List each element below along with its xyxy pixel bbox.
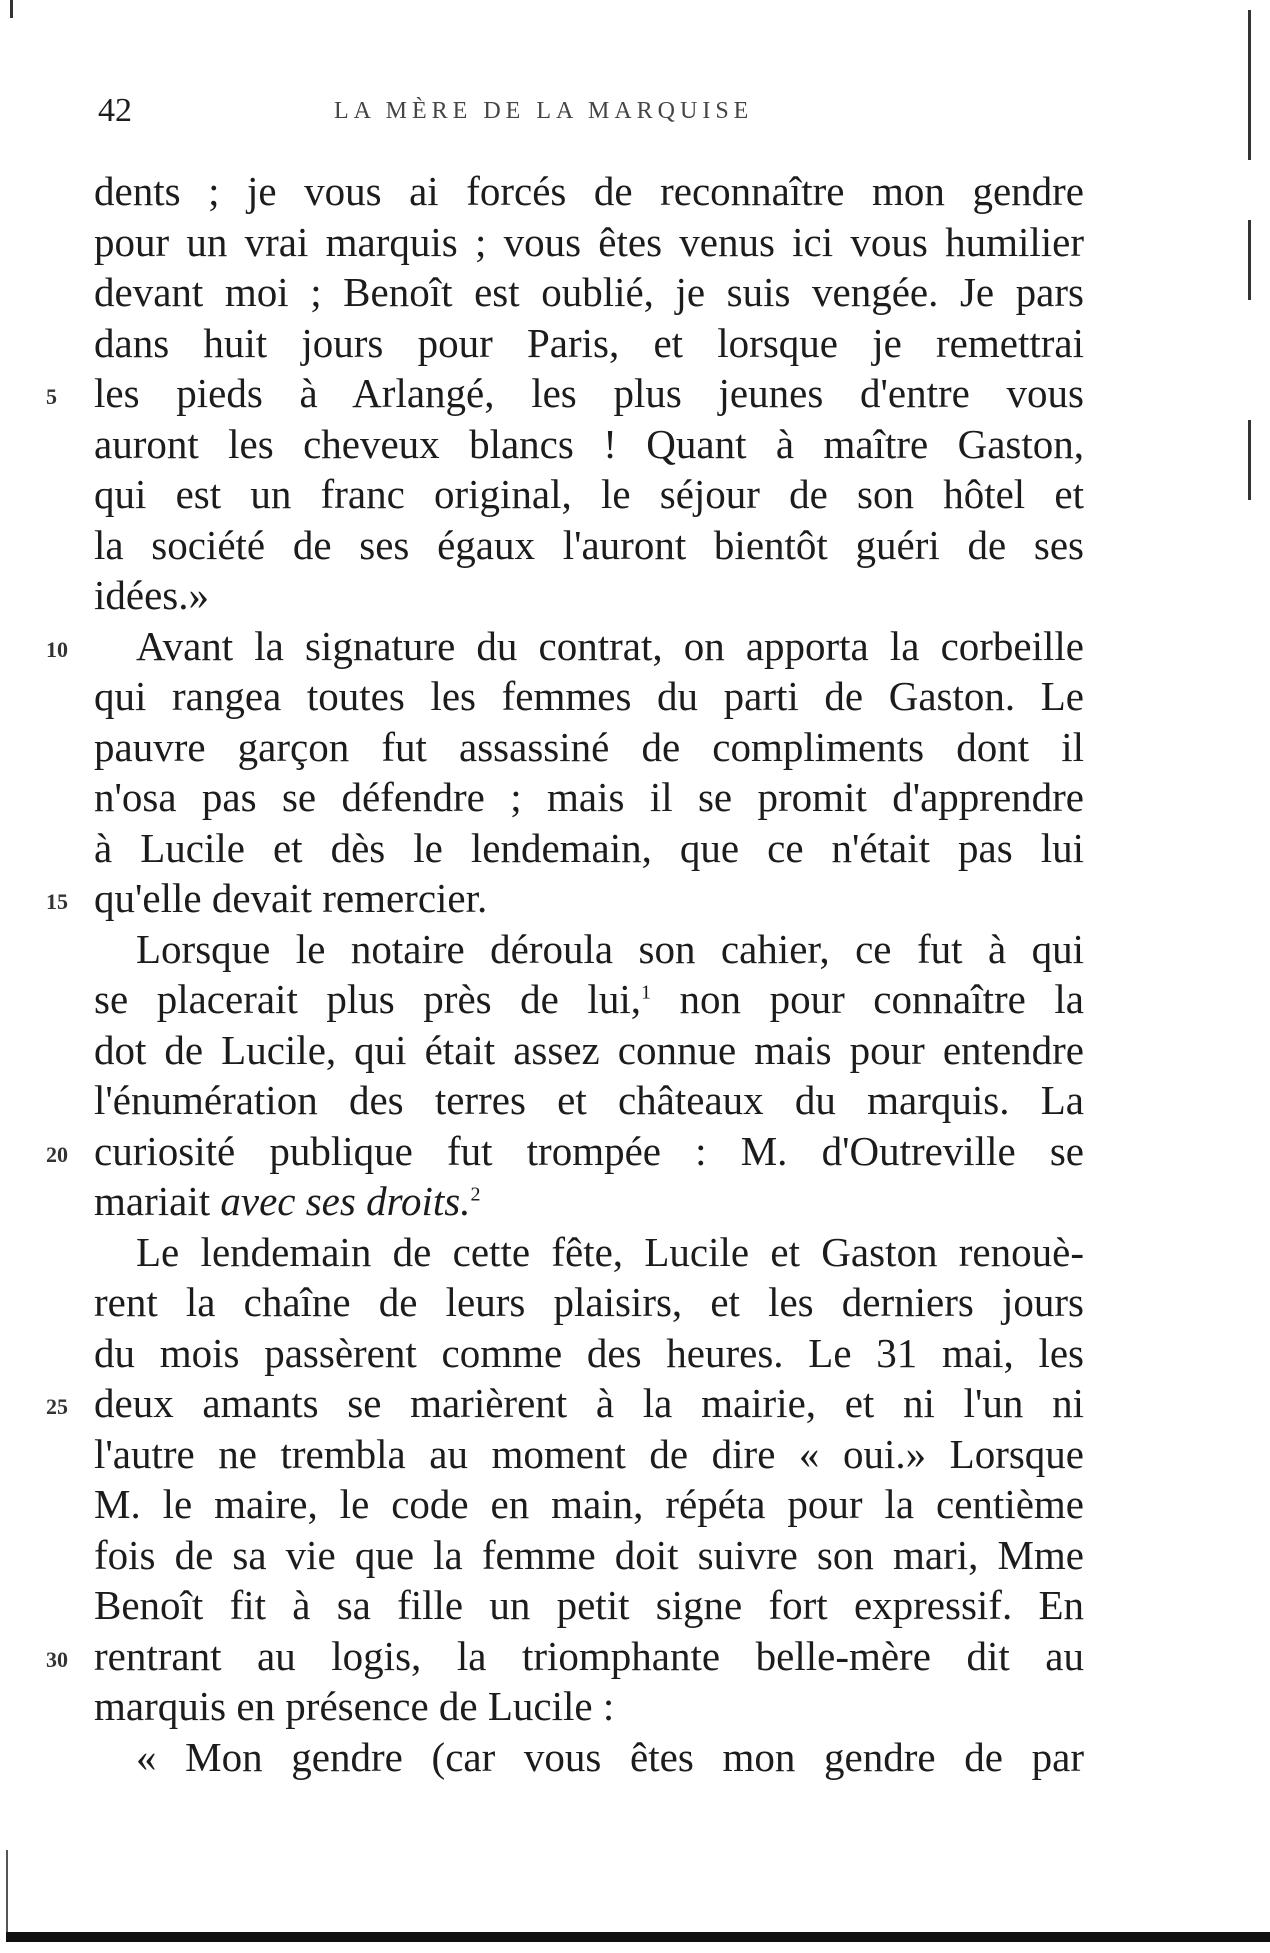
line-text: l'énumération des terres et châteaux du marquis. La — [94, 1077, 1084, 1123]
footnote-ref: 1 — [640, 981, 651, 1004]
line-text-before: mariait — [94, 1178, 221, 1224]
line-number: 5 — [46, 384, 57, 409]
line-text: pauvre garçon fut assassiné de compliments dont il — [94, 723, 1084, 770]
line-text: qui rangea toutes les femmes du parti de Gaston. Le — [94, 673, 1084, 719]
line-number: 10 — [46, 636, 68, 662]
line-text: à Lucile et dès le lendemain, que ce n'était pas lui — [94, 824, 1084, 871]
line-text — [94, 1176, 1084, 1227]
line-text-before: se placerait plus près de lui, — [94, 976, 641, 1022]
line-number: 15 — [46, 889, 68, 914]
line-text: Le lendemain de cette fête, Lucile et Gaston renouè- — [136, 1228, 1084, 1275]
text-line — [94, 520, 1084, 571]
text-line — [46, 1631, 1084, 1682]
line-text: M. le maire, le code en main, répéta pour la centième — [94, 1481, 1084, 1527]
line-text: « Mon gendre (car vous êtes mon gendre de par — [136, 1733, 1084, 1780]
text-line — [94, 1328, 1084, 1379]
line-text: auront les cheveux blancs ! Quant à maître Gaston, — [94, 420, 1084, 467]
text-line — [94, 1227, 1084, 1278]
text-line — [94, 671, 1084, 722]
line-text: deux amants se marièrent à la mairie, et ni l'un ni — [94, 1380, 1084, 1426]
text-line — [94, 974, 1084, 1025]
running-title: LA MÈRE DE LA MARQUISE — [334, 98, 754, 124]
line-text: n'osa pas se défendre ; mais il se promit d'apprendre — [94, 774, 1084, 820]
line-text: devant moi ; Benoît est oublié, je suis vengée. Je pars — [94, 269, 1084, 315]
text-line — [94, 823, 1084, 874]
line-text: dans huit jours pour Paris, et lorsque je remettrai — [94, 319, 1084, 366]
page-header — [98, 92, 1088, 132]
text-line — [46, 1126, 1084, 1177]
text-line — [94, 1075, 1084, 1126]
line-text: qui est un franc original, le séjour de son hôtel et — [94, 471, 1084, 517]
text-line — [94, 772, 1084, 823]
text-line — [94, 1681, 1084, 1732]
line-number: 20 — [46, 1141, 68, 1167]
text-line — [94, 318, 1084, 369]
line-text: qu'elle devait remercier. — [94, 875, 488, 921]
text-line — [94, 722, 1084, 773]
text-line — [94, 570, 1084, 621]
line-text: dents ; je vous ai forcés de reconnaître mon gendre — [94, 168, 1084, 214]
line-text: idées.» — [94, 572, 209, 618]
text-line — [46, 873, 1084, 924]
text-line — [94, 267, 1084, 318]
line-text: marquis en présence de Lucile : — [94, 1683, 615, 1729]
line-text: fois de sa vie que la femme doit suivre son mari, Mme — [94, 1531, 1084, 1578]
line-text: rent la chaîne de leurs plaisirs, et les derniers jours — [94, 1279, 1084, 1325]
line-text: l'autre ne trembla au moment de dire « oui.» Lorsque — [94, 1430, 1084, 1477]
line-text: la société de ses égaux l'auront bientôt guéri de ses — [94, 521, 1084, 568]
line-text-after: non pour connaître la — [650, 976, 1084, 1022]
text-line — [94, 1732, 1084, 1783]
line-number: 30 — [46, 1646, 68, 1672]
text-line — [94, 1429, 1084, 1480]
text-line — [94, 1025, 1084, 1076]
line-text: dot de Lucile, qui était assez connue mais pour entendre — [94, 1026, 1084, 1073]
scan-left-edge — [6, 1850, 8, 1940]
scan-corner-mark — [10, 0, 13, 18]
line-text: curiosité publique fut trompée : M. d'Outreville se — [94, 1127, 1084, 1174]
text-line — [94, 1176, 1084, 1227]
scan-bottom-border — [6, 1932, 1270, 1942]
text-line — [94, 1277, 1084, 1328]
body-text — [46, 166, 1084, 1782]
text-line — [94, 1479, 1084, 1530]
text-line — [94, 1530, 1084, 1581]
line-text: les pieds à Arlangé, les plus jeunes d'entre vous — [94, 370, 1084, 416]
text-line — [94, 166, 1084, 217]
text-line — [46, 368, 1084, 419]
scan-edge-mark — [1248, 10, 1251, 160]
text-line — [94, 1580, 1084, 1631]
text-line — [94, 217, 1084, 268]
text-line — [94, 419, 1084, 470]
line-text: pour un vrai marquis ; vous êtes venus ici vous humilier — [94, 218, 1084, 265]
line-number: 25 — [46, 1394, 68, 1419]
line-text: Benoît fit à sa fille un petit signe fort expressif. En — [94, 1582, 1084, 1628]
text-line — [46, 621, 1084, 672]
line-text: du mois passèrent comme des heures. Le 31 mai, les — [94, 1329, 1084, 1376]
text-line — [94, 924, 1084, 975]
page-number: 42 — [98, 92, 132, 129]
line-text: rentrant au logis, la triomphante belle-mère dit au — [94, 1632, 1084, 1679]
text-line — [46, 1378, 1084, 1429]
line-text: Avant la signature du contrat, on apporta la corbeille — [136, 622, 1084, 669]
scan-edge-mark — [1248, 220, 1251, 300]
scan-edge-mark — [1248, 420, 1251, 500]
italic-phrase: avec ses droits. — [220, 1178, 471, 1224]
line-text: Lorsque le notaire déroula son cahier, ce fut à qui — [136, 925, 1084, 972]
text-line — [94, 469, 1084, 520]
line-text — [94, 974, 1084, 1025]
footnote-ref: 2 — [470, 1183, 481, 1206]
